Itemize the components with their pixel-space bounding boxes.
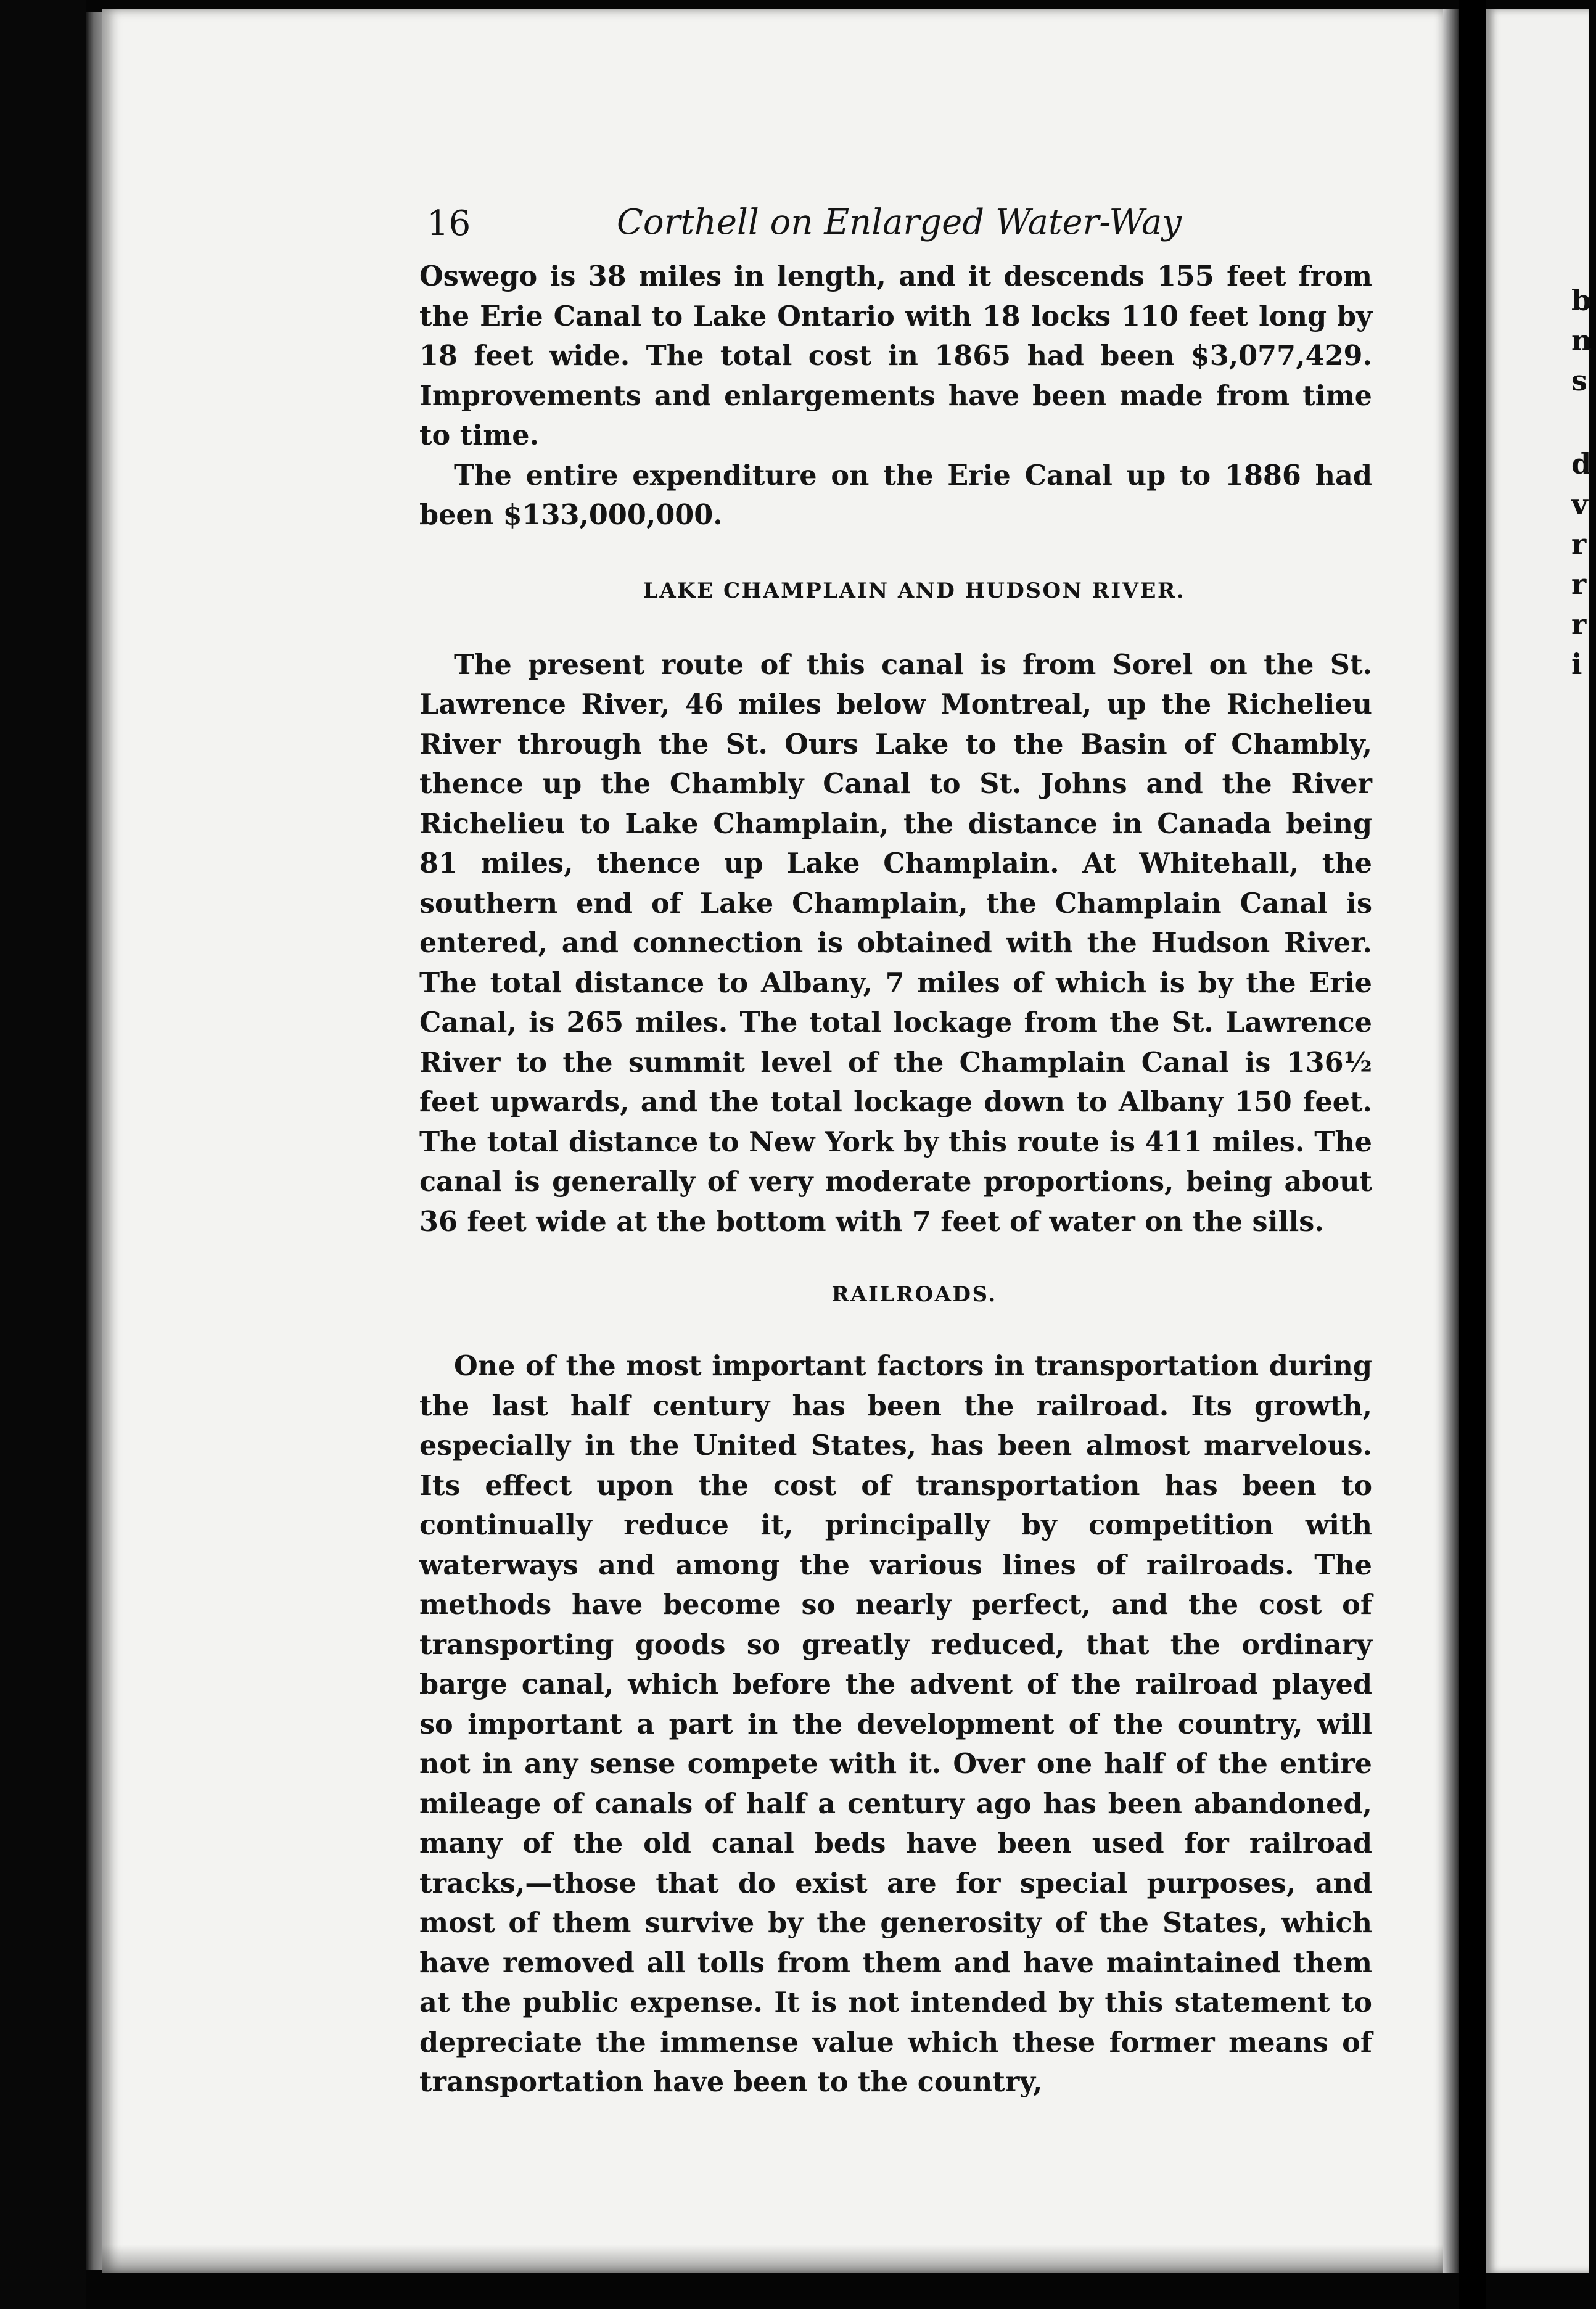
page-bottom-shadow: [102, 2245, 1443, 2273]
adjacent-page-fragment: s: [1571, 364, 1587, 397]
paragraph-oswego: Oswego is 38 miles in length, and it descends 155 feet from the Erie Canal to Lake Ontario with 18 locks 110 feet long by 18 feet wide. The total cost in 1865 had been $3,077,429. Improvements and enlargements have been made from time to time.: [419, 260, 1372, 451]
adjacent-page-fragment: r: [1571, 607, 1587, 641]
left-gutter: [0, 0, 86, 2309]
adjacent-page-fragment: r: [1571, 567, 1587, 601]
running-title: Corthell on Enlarged Water-Way: [617, 202, 1182, 242]
page-number: 16: [427, 204, 471, 244]
paragraph-erie-expenditure: The entire expenditure on the Erie Canal up to 1886 had been $133,000,000.: [419, 459, 1372, 531]
section-heading-lake-champlain: LAKE CHAMPLAIN AND HUDSON RIVER.: [643, 578, 1186, 603]
adjacent-page-fragment: n: [1571, 324, 1592, 357]
page-right-edge: [1443, 9, 1459, 2273]
adjacent-page-fragment: d: [1571, 447, 1592, 480]
section-heading-railroads: RAILROADS.: [831, 1282, 997, 1307]
adjacent-page: [1486, 9, 1592, 2273]
paragraph-champlain-route: The present route of this canal is from Sorel on the St. Lawrence River, 46 miles below Montreal, up the Richelieu River through the St. Ours Lake to the Basin of Chambly, thence up the Chambly Canal to St. Johns and the River Richelieu to Lake Champlain, the distance in Canada being 81 miles, thence up Lake Champlain. At Whitehall, the southern end of Lake Champlain, the Champlain Canal is entered, and connection is obtained with the Hudson River. The total distance to Albany, 7 miles of which is by the Erie Canal, is 265 miles. The total lockage from the St. Lawrence River to the summit level of the Champlain Canal is 136½ feet upwards, and the total lockage down to Albany 150 feet. The total distance to New York by this route is 411 miles. The canal is generally of very moderate proportions, being about 36 feet wide at the bottom with 7 feet of water on the sills.: [419, 648, 1372, 1238]
adjacent-page-fragment: v: [1571, 487, 1588, 521]
adjacent-page-fragment: b: [1571, 284, 1592, 317]
running-head: [419, 197, 1372, 257]
page-gap: [1459, 0, 1486, 2309]
page-content: [419, 197, 1372, 2102]
adjacent-page-fragment: i: [1571, 648, 1582, 681]
paragraph-railroads: One of the most important factors in transportation during the last half century has been the railroad. Its growth, especially in the United States, has been almost marvelous. Its effect upon the cost of transportation has been to continually reduce it, principally by competition with waterways and among the various lines of railroads. The methods have become so nearly perfect, and the cost of transporting goods so greatly reduced, that the ordinary barge canal, which before the advent of the railroad played so important a part in the development of the country, will not in any sense compete with it. Over one half of the entire mileage of canals of half a century ago has been abandoned, many of the old canal beds have been used for railroad tracks,—those that do exist are for special purposes, and most of them survive by the generosity of the States, which have removed all tolls from them and have maintained them at the public expense. It is not intended by this statement to depreciate the immense value which these former means of transportation have been to the country,: [419, 1350, 1372, 2098]
adjacent-page-fragment: r: [1571, 527, 1587, 561]
